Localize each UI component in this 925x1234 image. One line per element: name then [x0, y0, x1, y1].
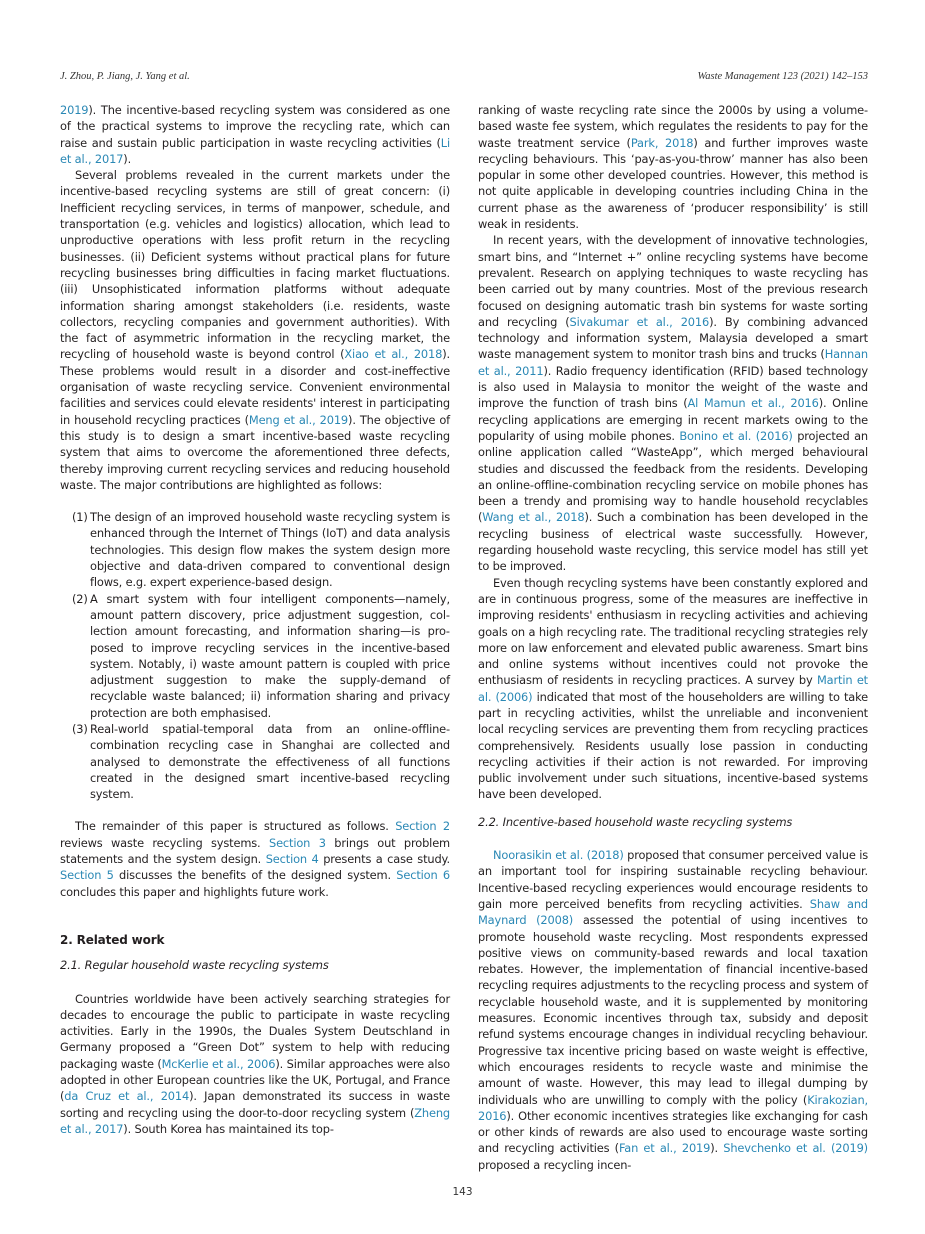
citation-link[interactable]: Shevchenko et al. (2019) — [723, 1141, 868, 1156]
citation-link[interactable]: 2019 — [60, 103, 89, 117]
section-link[interactable]: Section 5 — [60, 868, 114, 883]
citation-link[interactable]: Shaw and Maynard (2008) — [478, 896, 868, 928]
citation-link[interactable]: Bonino et al. (2016) — [679, 428, 793, 443]
section-link[interactable]: Section 4 — [265, 852, 319, 867]
paragraph: The remainder of this paper is structured as follows. Section 2 reviews waste recycling systems. Section 3 brings out problem statements and the system design. Section 4 presents a case study. Section 5 discusses the benefits of the designed system. Section 6 concludes this paper and highlights future work. — [60, 819, 451, 899]
list-item: (2) A smart system with four intelligent components—namely, amount pattern discovery, price adjustment suggestion, collection amount forecasting, and information sharing—is proposed to improve recycling services in the incentive-based system. Notably, i) waste amount pattern is coupled with price adjustment suggestion to make the supply-demand of recyclable waste balanced; ii) information sharing and privacy protection are both emphasised. — [72, 591, 450, 720]
citation-link[interactable]: Martin et al. (2006) — [478, 673, 868, 704]
section-heading: 2. Related work — [60, 932, 165, 947]
citation-link[interactable]: Zheng et al., 2017 — [60, 1105, 450, 1136]
citation-link[interactable]: Meng et al., 2019 — [248, 412, 349, 427]
citation-link[interactable]: Xiao et al., 2018 — [344, 347, 443, 362]
citation-link[interactable]: Noorasikin et al. (2018) — [493, 848, 624, 863]
spacer — [60, 974, 450, 991]
section-link[interactable]: Section 2 — [395, 819, 450, 834]
running-header-authors: J. Zhou, P. Jiang, J. Yang et al. — [60, 71, 190, 82]
right-column — [478, 102, 868, 1173]
list-item: (3) Real-world spatial-temporal data from an online-offline-combination recycling case in Shanghai are collected and analysed to demonstrate the effectiveness of all functions created in the designed smart incentive-based recycling system. — [72, 721, 450, 802]
page-number: 143 — [452, 1186, 473, 1198]
contributions-list — [60, 509, 450, 802]
subsection-heading: 2.1. Regular household waste recycling systems — [60, 958, 329, 973]
citation-link[interactable]: da Cruz et al., 2014 — [64, 1089, 190, 1104]
section-link[interactable]: Section 3 — [268, 835, 326, 850]
paragraph: In recent years, with the development of innovative technologies, smart bins, and “Internet +” online recycling systems have become prevalent. Research on applying techniques to waste recycling has been carried out by many countries. Most of the previous research focused on designing automatic trash bin systems for waste sorting and recycling (Sivakumar et al., 2016). By combining advanced technology and information system, Malaysia developed a smart waste management system to monitor trash bins and trucks (Hannan et al., 2011). Radio frequency identification (RFID) based technology is also used in Malaysia to monitor the weight of the waste and improve the function of trash bins (Al Mamun et al., 2016). Online recycling applications are emerging in recent markets owing to the popularity of using mobile phones. Bonino et al. (2016) projected an online application called “WasteApp”, which merged behavioural studies and discussed the feedback from the residents. Developing an online-offline-combination recycling service on mobile phones has been a trendy and promising way to handle household recyclables (Wang et al., 2018). Such a combination has been developed in the recycling business of electrical waste successfully. However, regarding household waste recycling, this service model has still yet to be improved. — [478, 233, 869, 574]
subsection-heading: 2.2. Incentive-based household waste recycling systems — [478, 814, 793, 829]
spacer — [478, 803, 868, 814]
citation-link[interactable]: McKerlie et al., 2006 — [161, 1056, 276, 1071]
citation-link[interactable]: Fan et al., 2019 — [618, 1141, 711, 1156]
citation-link[interactable]: Hannan et al., 2011 — [478, 347, 868, 378]
left-column — [60, 102, 450, 1137]
citation-link[interactable]: Park, 2018 — [630, 135, 694, 150]
spacer — [60, 802, 450, 818]
list-item: (1) The design of an improved household waste recycling system is enhanced through the Internet of Things (IoT) and data analysis technologies. This design flow makes the system design more objective and data-driven compared to conventional design flows, e.g. expert experience-based design. — [72, 510, 450, 590]
running-header-journal: Waste Management 123 (2021) 142–153 — [697, 71, 868, 82]
paragraph: Even though recycling systems have been constantly explored and are in continuous progress, some of the measures are ineffective in improving residents' enthusiasm in recycling activities and achieving goals on a high recycling rate. The traditional recycling strategies rely more on law enforcement and elevated public awareness. Smart bins and online systems without incentives could not provoke the enthusiasm of residents in recycling practices. A survey by Martin et al. (2006) indicated that most of the householders are willing to take part in recycling activities, whilst the unreliable and inconvenient local recycling services are preventing them from recycling practices comprehensively. Residents usually lose passion in conducting recycling activities if their action is not rewarded. For improving public involvement under such situations, incentive-based systems have been developed. — [478, 575, 869, 802]
citation-link[interactable]: Li et al., 2017 — [60, 135, 450, 166]
paragraph: Countries worldwide have been actively searching strategies for decades to encourage the public to participate in waste recycling activities. Early in the 1990s, the Duales System Deutschland in Germany proposed a “Green Dot” system to help with reducing packaging waste (McKerlie et al., 2006). Similar approaches were also adopted in other European countries like the UK, Portugal, and France (da Cruz et al., 2014). Japan demonstrated its success in waste sorting and recycling using the door-to-door recycling system (Zheng et al., 2017). South Korea has maintained its top- — [60, 991, 450, 1136]
paragraph: Several problems revealed in the current markets under the incentive-based recycling systems are still of great concern: (i) Inefficient recycling services, in terms of manpower, schedule, and transportation (e.g. vehicles and logistics) allocation, which lead to unproductive operations with less profit return in the recycling businesses. (ii) Deficient systems without practical plans for future recycling businesses bring difficulties in facing market fluctuations. (iii) Unsophisticated information platforms without adequate information sharing amongst stakeholders (i.e. residents, waste collectors, recycling companies and government authorities). With the fact of asymmetric information in the recycling market, the recycling of household waste is beyond control (Xiao et al., 2018). These problems would result in a disorder and cost-ineffective organisation of waste recycling service. Convenient environmental facilities and services could elevate residents' interest in participating in household recycling practices (Meng et al., 2019). The objective of this study is to design a smart incentive-based waste recycling system that aims to overcome the aforementioned three defects, thereby improving current recycling services and reducing household waste. The major contributions are highlighted as follows: — [60, 168, 450, 492]
citation-link[interactable]: Sivakumar et al., 2016 — [569, 314, 710, 329]
paragraph: ranking of waste recycling rate since the 2000s by using a volume-based waste fee system, which regulates the residents to pay for the waste treatment service (Park, 2018) and further improves waste recycling behaviours. This ‘pay-as-you-throw’ manner has also been popular in some other developed countries. However, this method is not quite applicable in developing countries including China in the current phase as the awareness of ‘producer responsibility’ is still weak in residents. — [478, 103, 868, 232]
citation-link[interactable]: Al Mamun et al., 2016 — [687, 396, 819, 411]
citation-link[interactable]: Wang et al., 2018 — [482, 510, 585, 525]
spacer — [60, 900, 450, 932]
paragraph: 2019). The incentive-based recycling system was considered as one of the practical systems to improve the recycling rate, which can raise and sustain public participation in waste recycling activities (Li et al., 2017). — [60, 103, 450, 166]
spacer — [60, 948, 450, 957]
citation-link[interactable]: Kirakozian, 2016 — [478, 1092, 868, 1123]
spacer — [478, 830, 868, 847]
paragraph: Noorasikin et al. (2018) proposed that consumer perceived value is an important tool for inspiring sustainable recycling behaviour. Incentive-based recycling experiences would encourage residents to gain more perceived benefits from recycling activities. Shaw and Maynard (2008) assessed the potential of using incentives to promote household waste recycling. Most respondents expressed positive views on community-based rewards and local taxation rebates. However, the implementation of financial incentive-based recycling requires adjustments to the recycling process and system of recyclable household waste, and it is supplemented by monitoring measures. Economic incentives through tax, subsidy and deposit refund systems encourage changes in individual recycling behaviour. Progressive tax incentive pricing based on waste weight is effective, which encourages residents to recycle waste and minimise the amount of waste. However, this may lead to illegal dumping by individuals who are unwilling to comply with the policy (Kirakozian, 2016). Other economic incentives strategies like exchanging for cash or other kinds of rewards are also used to encourage waste sorting and recycling activities (Fan et al., 2019). Shevchenko et al. (2019) proposed a recycling incen- — [478, 848, 868, 1172]
section-link[interactable]: Section 6 — [396, 868, 451, 883]
